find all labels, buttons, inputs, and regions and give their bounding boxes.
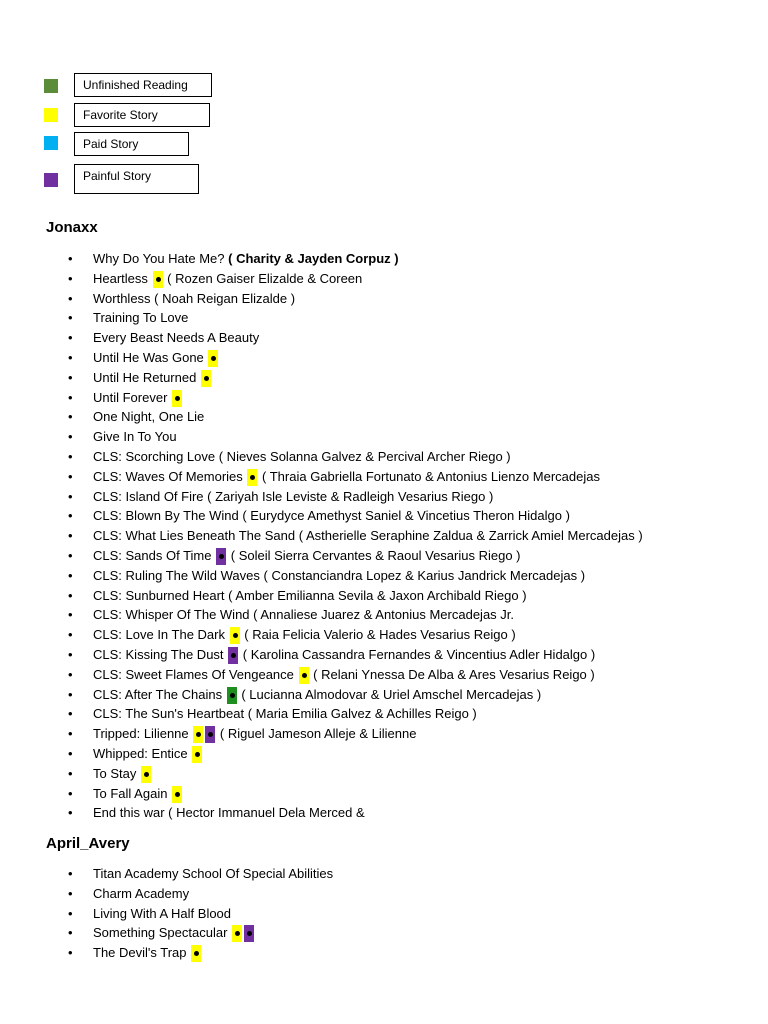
story-title: To Stay [93, 765, 137, 781]
list-item [0, 803, 643, 823]
list-item [0, 586, 643, 606]
story-title: CLS: Sunburned Heart ( Amber Emilianna Sevila & Jaxon Archibald Riego ) [93, 587, 527, 603]
story-list-jonaxx [0, 249, 643, 823]
purple-marker [205, 726, 215, 743]
list-item [0, 764, 643, 784]
story-title: Living With A Half Blood [93, 905, 232, 921]
story-title: End this war ( Hector Immanuel Dela Merced & [93, 805, 365, 821]
list-item [0, 269, 643, 289]
story-title: Titan Academy School Of Special Abilities [93, 866, 334, 881]
yellow-marker [247, 469, 257, 486]
story-title: CLS: The Sun's Heartbeat ( Maria Emilia Galvez & Achilles Reigo ) [93, 706, 477, 722]
list-item [0, 487, 643, 507]
yellow-marker [153, 271, 163, 288]
story-title: Until He Was Gone [93, 349, 204, 365]
favorite-story-swatch [44, 108, 58, 122]
purple-marker [216, 548, 226, 565]
story-title: CLS: Ruling The Wild Waves ( Constanciandra Lopez & Karius Jandrick Mercadejas ) [93, 567, 586, 583]
list-item [0, 249, 643, 269]
story-characters: ( Charity & Jayden Corpuz ) [228, 251, 399, 266]
list-item [0, 744, 643, 764]
story-characters: ( Raia Felicia Valerio & Hades Vesarius Reigo ) [244, 627, 516, 643]
purple-marker [244, 925, 254, 942]
list-item [0, 685, 643, 705]
yellow-marker [299, 667, 309, 684]
list-item [0, 526, 643, 546]
story-characters: ( Lucianna Almodovar & Uriel Amschel Mercadejas ) [241, 686, 542, 702]
story-characters: ( Rozen Gaiser Elizalde & Coreen [167, 270, 363, 286]
list-item [0, 923, 333, 943]
story-characters: ( Karolina Cassandra Fernandes & Vincentius Adler Hidalgo ) [242, 646, 596, 662]
story-title: CLS: Blown By The Wind ( Eurydyce Amethyst Saniel & Vincetius Theron Hidalgo ) [93, 508, 570, 524]
author-heading-april-avery: April_Avery [46, 835, 130, 852]
story-title: CLS: After The Chains [93, 686, 223, 702]
painful-story-swatch [44, 173, 58, 187]
story-title: Tripped: Lilienne [93, 726, 189, 742]
green-marker [227, 687, 237, 704]
yellow-marker [172, 390, 182, 407]
legend-label-painful: Painful Story [74, 164, 199, 194]
list-item [0, 605, 643, 625]
list-item [0, 289, 643, 309]
list-item [0, 704, 643, 724]
legend-label-favorite: Favorite Story [74, 103, 210, 127]
list-item [0, 407, 643, 427]
story-characters: ( Relani Ynessa De Alba & Ares Vesarius Reigo ) [313, 666, 595, 682]
yellow-marker [201, 370, 211, 387]
yellow-marker [230, 627, 240, 644]
list-item [0, 427, 643, 447]
story-title: The Devil's Trap [93, 945, 187, 961]
story-title: Until He Returned [93, 369, 197, 385]
story-title: One Night, One Lie [93, 409, 205, 425]
list-item [0, 645, 643, 665]
story-title: CLS: Island Of Fire ( Zariyah Isle Leviste & Radleigh Vesarius Riego ) [93, 488, 494, 504]
story-title: CLS: What Lies Beneath The Sand ( Astherielle Seraphine Zaldua & Zarrick Amiel Mercadejas ) [93, 528, 643, 544]
purple-marker [228, 647, 238, 664]
list-item [0, 388, 643, 408]
story-title: Charm Academy [93, 885, 190, 901]
yellow-marker [193, 726, 203, 743]
story-characters: ( Soleil Sierra Cervantes & Raoul Vesarius Riego ) [230, 547, 521, 563]
story-title: Why Do You Hate Me? [93, 251, 225, 266]
story-title: CLS: Waves Of Memories [93, 468, 243, 484]
list-item [0, 328, 643, 348]
story-title: Training To Love [93, 310, 189, 326]
yellow-marker [208, 350, 218, 367]
story-title: CLS: Scorching Love ( Nieves Solanna Galvez & Percival Archer Riego ) [93, 448, 511, 464]
list-item [0, 566, 643, 586]
yellow-marker [232, 925, 242, 942]
story-title: Something Spectacular [93, 925, 228, 941]
story-title: CLS: Kissing The Dust [93, 646, 224, 662]
story-title: Give In To You [93, 429, 177, 445]
list-item [0, 506, 643, 526]
yellow-marker [191, 945, 201, 962]
yellow-marker [141, 766, 151, 783]
story-characters: ( Thraia Gabriella Fortunato & Antonius Lienzo Mercadejas [262, 468, 600, 484]
legend-label-paid: Paid Story [74, 132, 189, 156]
list-item [0, 447, 643, 467]
list-item [0, 904, 333, 924]
list-item [0, 665, 643, 685]
story-title: Until Forever [93, 389, 168, 405]
list-item [0, 368, 643, 388]
list-item [0, 943, 333, 963]
legend-label-unfinished: Unfinished Reading [74, 73, 212, 97]
story-title: Worthless ( Noah Reigan Elizalde ) [93, 290, 296, 306]
paid-story-swatch [44, 136, 58, 150]
author-heading-jonaxx: Jonaxx [46, 219, 98, 236]
list-item [0, 467, 643, 487]
story-characters: ( Riguel Jameson Alleje & Lilienne [219, 726, 417, 742]
yellow-marker [172, 786, 182, 803]
list-item [0, 625, 643, 645]
list-item [0, 546, 643, 566]
list-item [0, 308, 643, 328]
story-title: CLS: Love In The Dark [93, 627, 225, 643]
list-item [0, 864, 333, 884]
story-title: Heartless [93, 270, 148, 286]
story-list-april-avery [0, 864, 333, 963]
unfinished-reading-swatch [44, 79, 58, 93]
story-title: Whipped: Entice [93, 745, 188, 761]
list-item [0, 724, 643, 744]
story-title: CLS: Sands Of Time [93, 547, 212, 563]
story-title: CLS: Sweet Flames Of Vengeance [93, 666, 294, 682]
story-title: To Fall Again [93, 785, 168, 801]
yellow-marker [192, 746, 202, 763]
story-title: CLS: Whisper Of The Wind ( Annaliese Juarez & Antonius Mercadejas Jr. [93, 607, 515, 623]
list-item [0, 784, 643, 804]
story-title: Every Beast Needs A Beauty [93, 330, 260, 346]
list-item [0, 348, 643, 368]
list-item [0, 884, 333, 904]
